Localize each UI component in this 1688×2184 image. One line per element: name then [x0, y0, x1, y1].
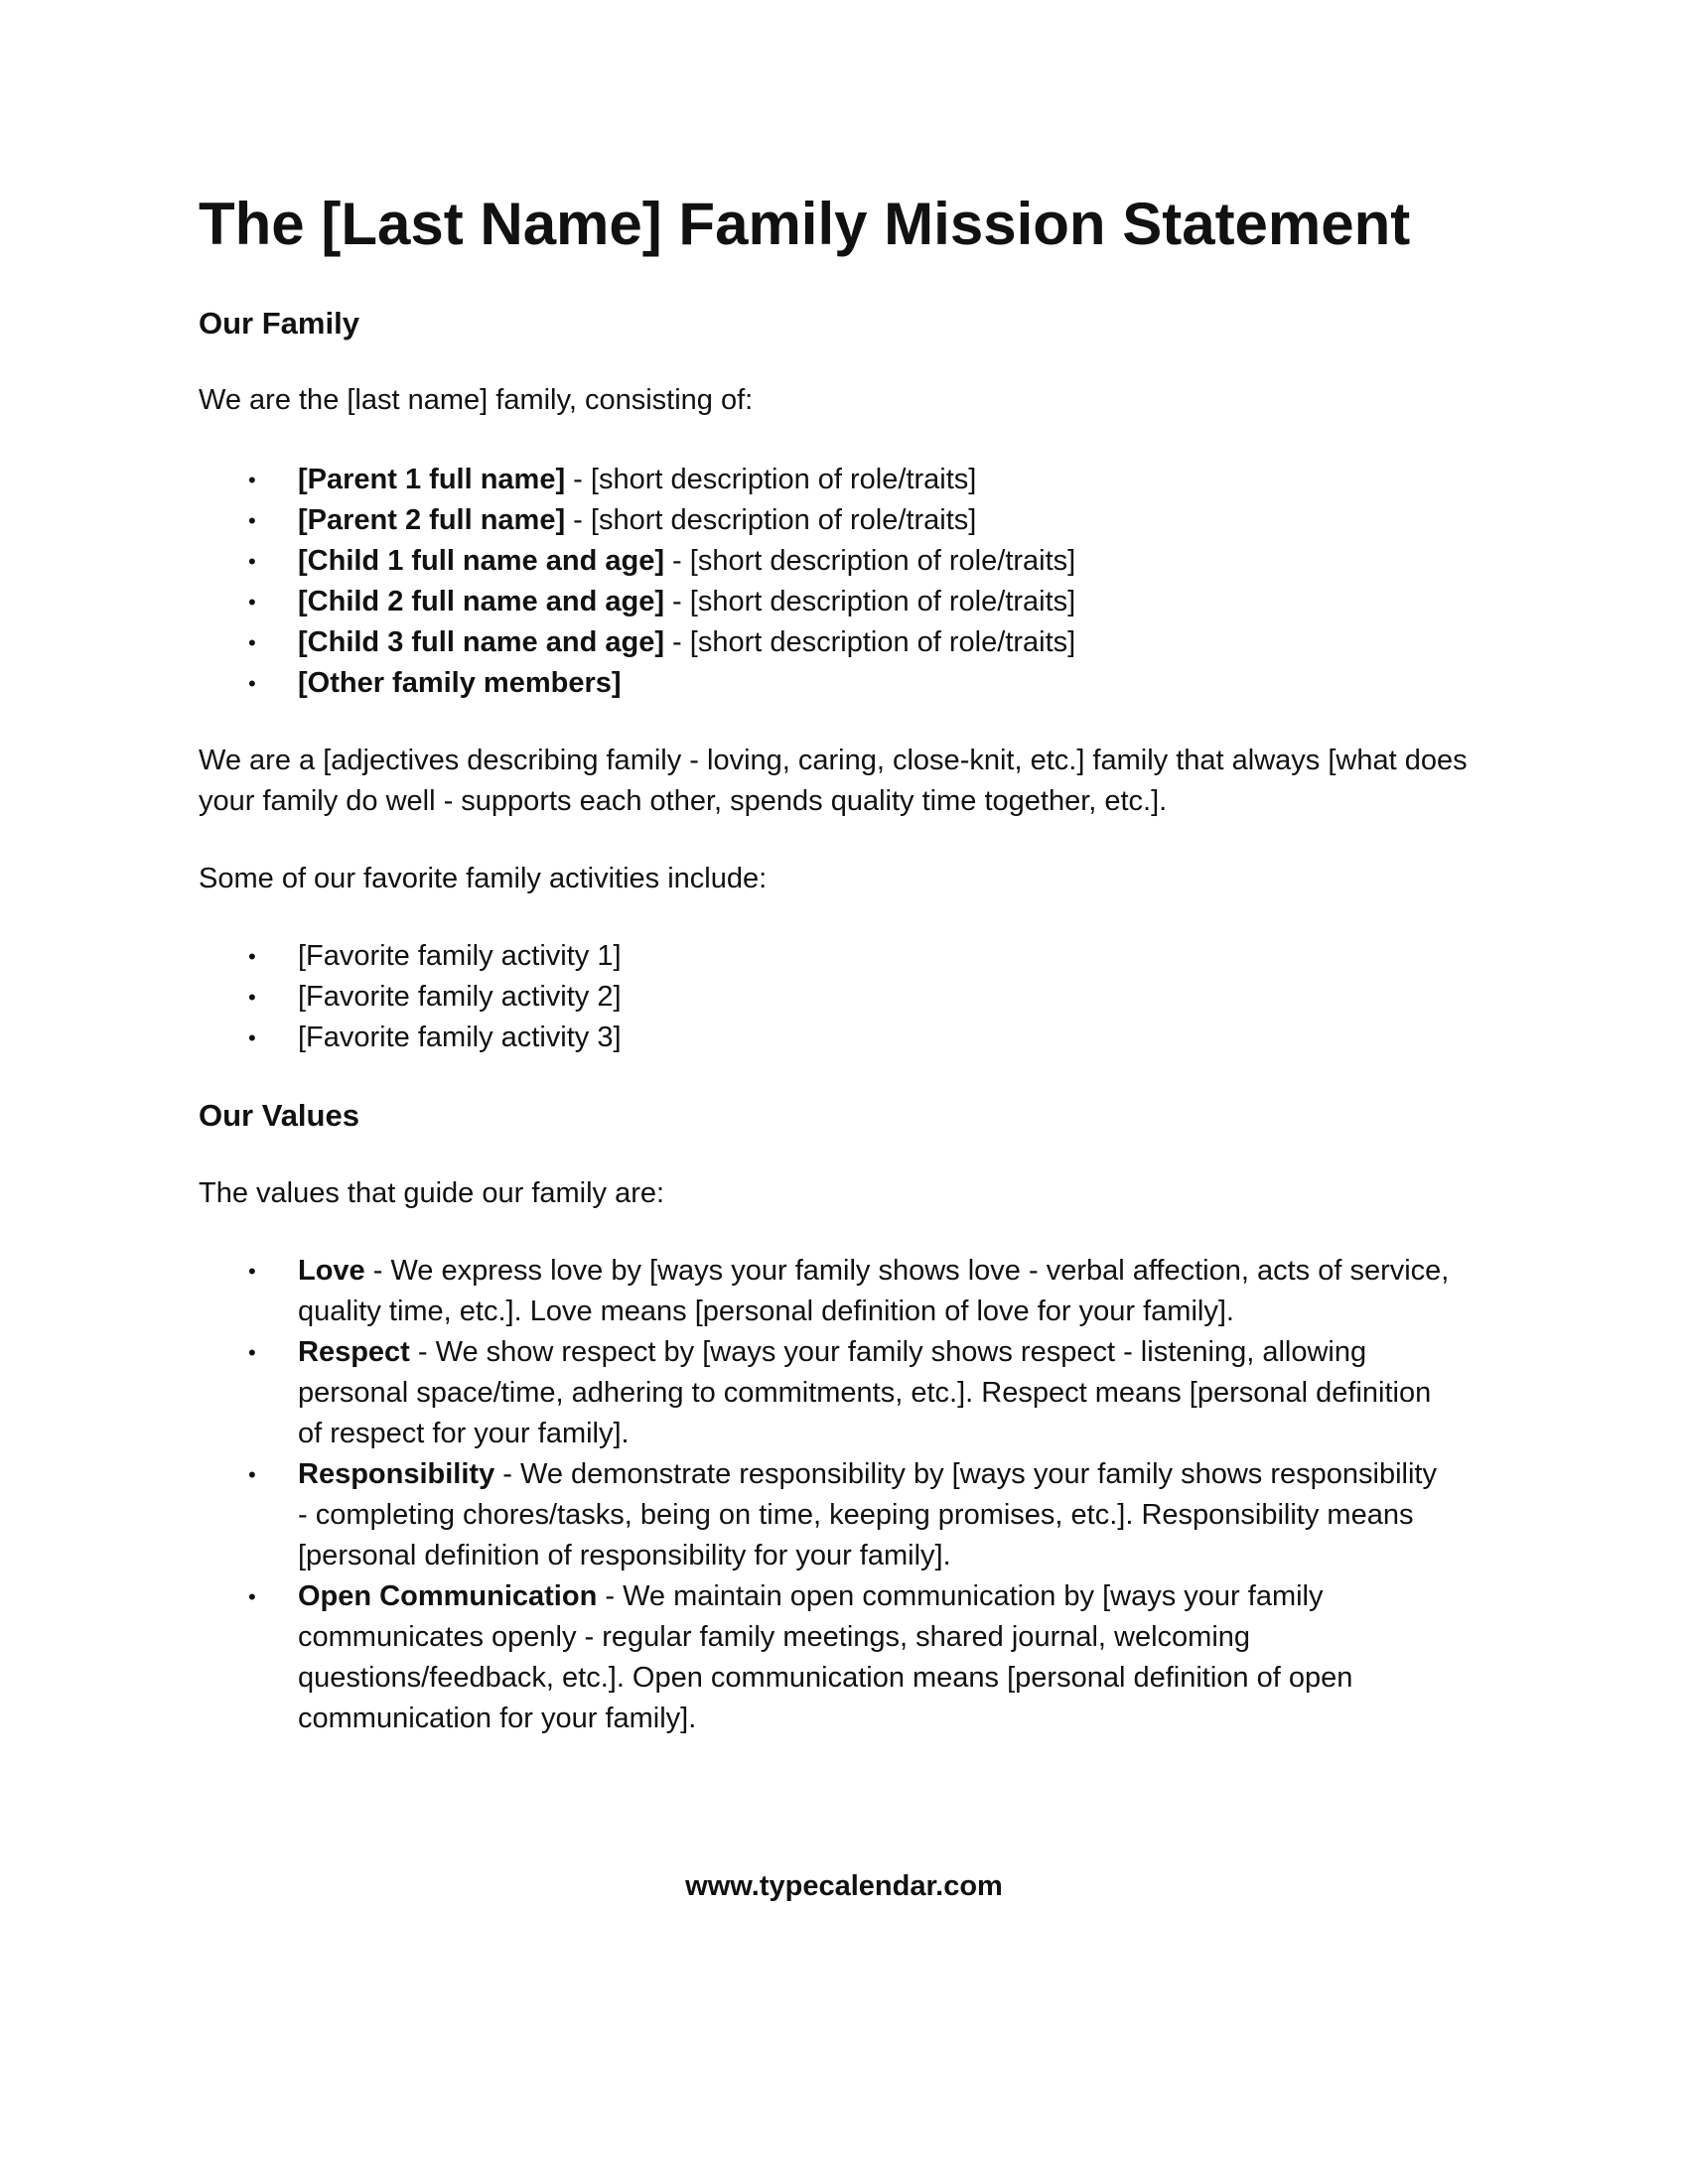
- member-name: [Other family members]: [298, 667, 622, 699]
- bullet-icon: •: [248, 1259, 256, 1284]
- section-heading-our-family: Our Family: [199, 306, 359, 341]
- value-name: Responsibility: [298, 1458, 495, 1490]
- member-name: [Child 3 full name and age]: [298, 626, 664, 658]
- member-description: - [short description of role/traits]: [565, 464, 977, 495]
- list-item: [199, 460, 1489, 500]
- list-item: [199, 500, 1489, 541]
- bullet-icon: •: [248, 549, 256, 574]
- member-description: - [short description of role/traits]: [565, 504, 977, 536]
- footer-url: www.typecalendar.com: [685, 1870, 1003, 1902]
- list-item: [199, 622, 1489, 663]
- bullet-icon: •: [248, 1025, 256, 1050]
- member-name: [Child 1 full name and age]: [298, 545, 664, 577]
- member-name: [Parent 1 full name]: [298, 464, 566, 495]
- section-heading-our-values: Our Values: [199, 1098, 359, 1133]
- activity-text: [Favorite family activity 2]: [298, 981, 622, 1013]
- member-description: - [short description of role/traits]: [664, 626, 1076, 658]
- list-item: [199, 663, 1489, 704]
- bullet-icon: •: [248, 1462, 256, 1487]
- family-members-list: [199, 460, 1489, 704]
- list-item: [199, 541, 1489, 582]
- member-description: - [short description of role/traits]: [664, 586, 1076, 617]
- bullet-icon: •: [248, 468, 256, 492]
- list-item: [199, 1454, 1450, 1576]
- value-description: - We express love by [ways your family shows love - verbal affection, acts of service, quality time, etc.]. Love means [personal definition of love for your family].: [298, 1255, 1450, 1327]
- value-description: - We show respect by [ways your family shows respect - listening, allowing personal space/time, adhering to commitments, etc.]. Respect means [personal definition of respect for your family].: [298, 1336, 1432, 1449]
- activities-list: [199, 936, 1489, 1058]
- list-item: [199, 1251, 1450, 1332]
- bullet-icon: •: [248, 985, 256, 1010]
- activity-text: [Favorite family activity 3]: [298, 1022, 622, 1053]
- value-name: Respect: [298, 1336, 410, 1368]
- family-description: We are a [adjectives describing family - loving, caring, close-knit, etc.] family that always [what does your family do well - supports each other, spends quality time together, etc.].: [199, 745, 1468, 817]
- bullet-icon: •: [248, 630, 256, 655]
- activity-text: [Favorite family activity 1]: [298, 940, 622, 972]
- family-intro: We are the [last name] family, consisting of:: [199, 384, 754, 416]
- bullet-icon: •: [248, 671, 256, 696]
- member-description: - [short description of role/traits]: [664, 545, 1076, 577]
- activities-intro: Some of our favorite family activities include:: [199, 863, 768, 894]
- values-list: [199, 1251, 1450, 1739]
- list-item: [199, 582, 1489, 622]
- document-title: The [Last Name] Family Mission Statement: [199, 191, 1411, 257]
- bullet-icon: •: [248, 1340, 256, 1365]
- bullet-icon: •: [248, 508, 256, 533]
- document-content: [199, 189, 1489, 1739]
- list-item: [199, 1332, 1450, 1454]
- value-description: - We demonstrate responsibility by [ways your family shows responsibility - completing chores/tasks, being on time, keeping promises, etc.]. Responsibility means [personal definition of responsibility for your family].: [298, 1458, 1437, 1571]
- list-item: [199, 936, 1489, 977]
- member-name: [Parent 2 full name]: [298, 504, 566, 536]
- list-item: [199, 977, 1489, 1018]
- value-description: - We maintain open communication by [ways your family communicates openly - regular family meetings, shared journal, welcoming questions/feedback, etc.]. Open communication means [personal definition of open communication for your family].: [298, 1580, 1353, 1734]
- member-name: [Child 2 full name and age]: [298, 586, 664, 617]
- bullet-icon: •: [248, 590, 256, 614]
- value-name: Open Communication: [298, 1580, 598, 1612]
- bullet-icon: •: [248, 1584, 256, 1609]
- list-item: [199, 1018, 1489, 1058]
- bullet-icon: •: [248, 944, 256, 969]
- value-name: Love: [298, 1255, 365, 1287]
- list-item: [199, 1576, 1450, 1739]
- values-intro: The values that guide our family are:: [199, 1177, 665, 1209]
